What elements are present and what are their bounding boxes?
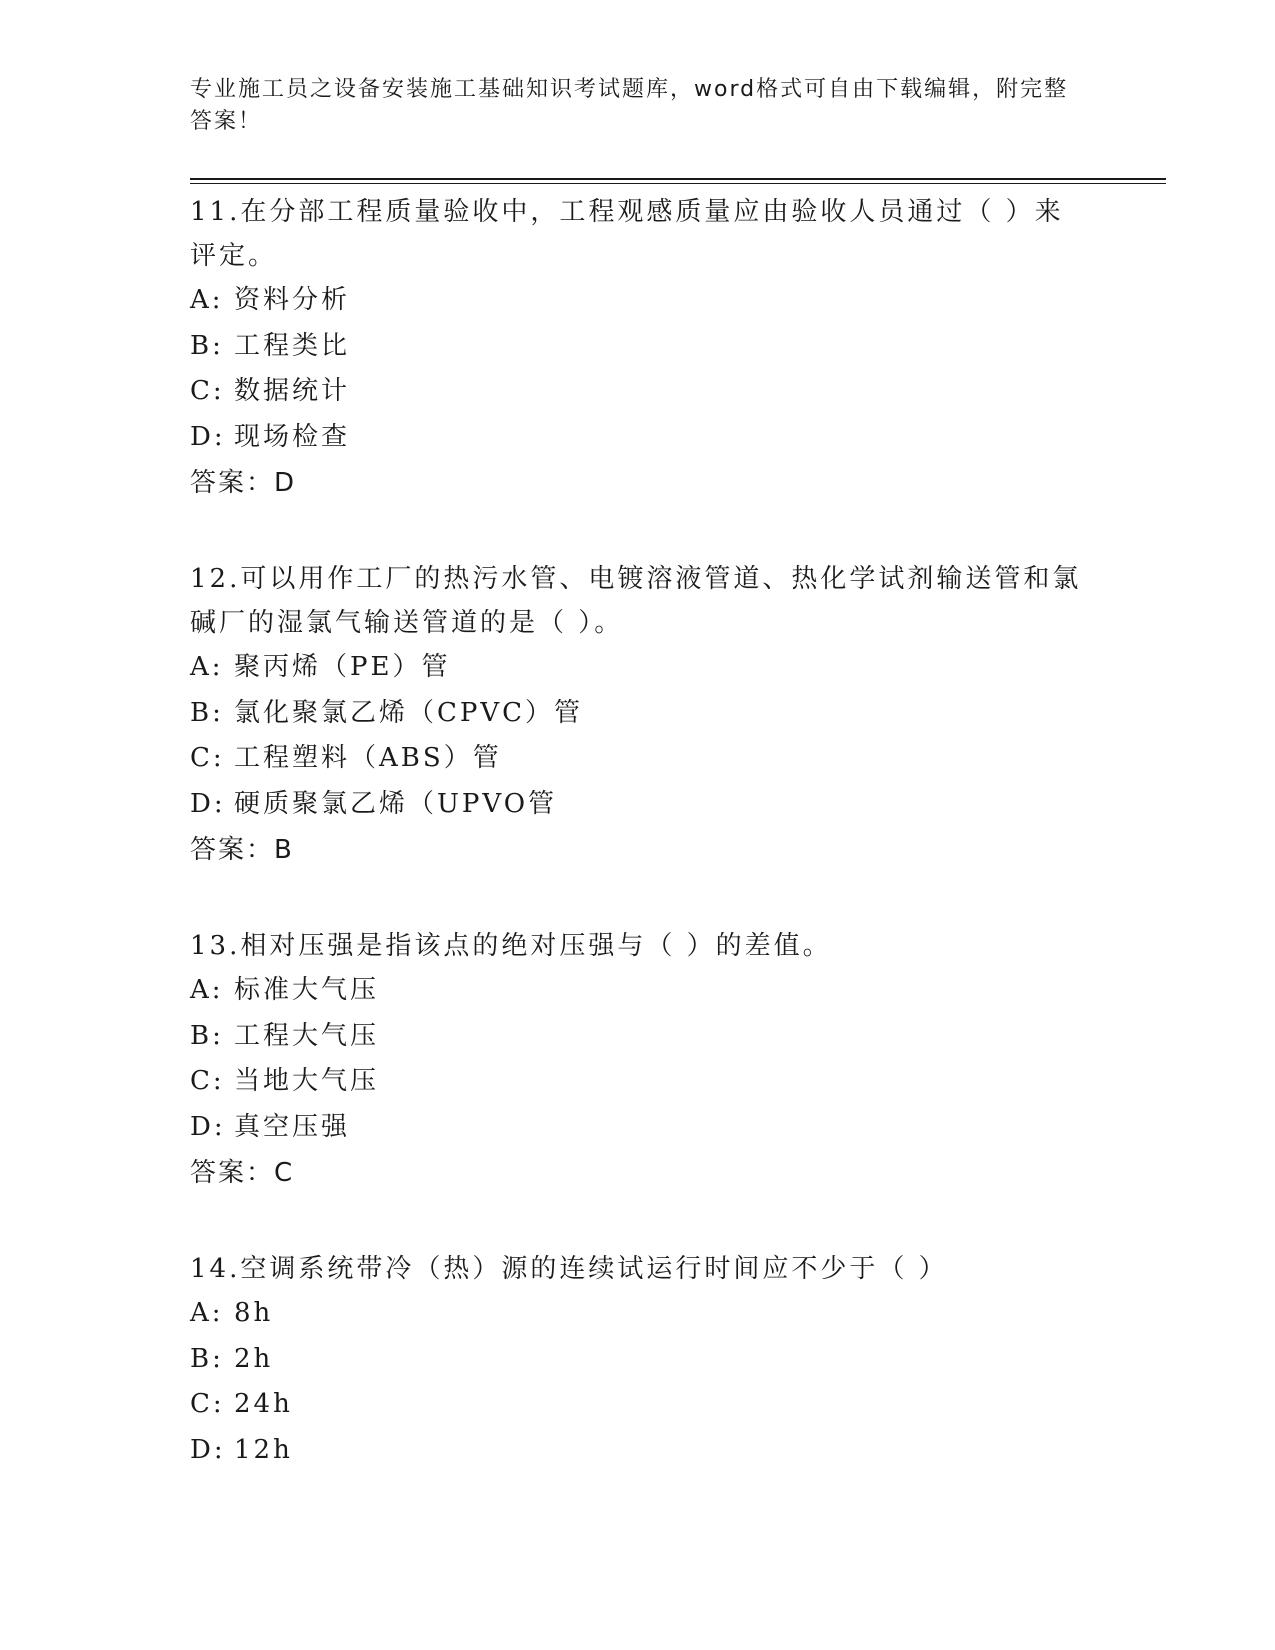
option-text: 24h xyxy=(234,1389,293,1419)
option-letter: C: xyxy=(190,743,225,773)
option-text: 工程塑料（ABS）管 xyxy=(234,743,502,773)
option-c xyxy=(190,736,1090,782)
option-text: 数据统计 xyxy=(234,376,351,406)
option-b xyxy=(190,691,1090,737)
option-a xyxy=(190,645,1090,691)
option-c xyxy=(190,1382,1090,1428)
option-letter: D: xyxy=(190,1111,226,1142)
question-stem: 13.相对压强是指该点的绝对压强与（ ）的差值。 xyxy=(190,931,832,961)
header-intro: 专业施工员之设备安装施工基础知识考试题库，word格式可自由下载编辑，附完整答案！ xyxy=(190,77,1069,134)
option-text: 标准大气压 xyxy=(234,975,380,1005)
option-text: 2h xyxy=(234,1343,274,1374)
option-b xyxy=(190,324,1090,370)
option-letter: A: xyxy=(190,1298,224,1328)
option-b xyxy=(190,1337,1090,1383)
option-c xyxy=(190,369,1090,415)
option-b xyxy=(190,1014,1090,1060)
answer-line: 答案：D xyxy=(190,468,297,498)
option-letter: A: xyxy=(190,975,224,1005)
option-d xyxy=(190,1428,1090,1474)
option-d xyxy=(190,782,1090,828)
option-text: 当地大气压 xyxy=(234,1066,380,1096)
option-letter: B: xyxy=(190,697,224,728)
option-letter: C: xyxy=(190,1389,225,1419)
question-12 xyxy=(190,557,1090,873)
question-stem: 12.可以用作工厂的热污水管、电镀溶液管道、热化学试剂输送管和氯碱厂的湿氯气输送管道的是（ ）。 xyxy=(190,564,1082,638)
option-letter: D: xyxy=(190,788,226,819)
option-d xyxy=(190,415,1090,461)
option-text: 12h xyxy=(234,1434,293,1465)
option-letter: B: xyxy=(190,330,224,361)
option-text: 资料分析 xyxy=(234,285,351,315)
option-letter: C: xyxy=(190,376,225,406)
question-14 xyxy=(190,1247,1090,1473)
option-text: 8h xyxy=(234,1298,274,1328)
option-letter: B: xyxy=(190,1020,224,1051)
option-a xyxy=(190,278,1090,324)
option-text: 聚丙烯（PE）管 xyxy=(234,652,451,682)
option-letter: D: xyxy=(190,1434,226,1465)
option-letter: C: xyxy=(190,1066,225,1096)
option-c xyxy=(190,1059,1090,1105)
option-letter: A: xyxy=(190,652,224,682)
option-letter: B: xyxy=(190,1343,224,1374)
option-a xyxy=(190,968,1090,1014)
question-11 xyxy=(190,190,1090,506)
option-letter: D: xyxy=(190,421,226,452)
header-divider-thick xyxy=(190,178,1166,180)
option-text: 工程类比 xyxy=(234,330,351,361)
option-text: 真空压强 xyxy=(234,1111,351,1142)
question-13 xyxy=(190,924,1090,1196)
question-stem: 14.空调系统带冷（热）源的连续试运行时间应不少于（ ） xyxy=(190,1254,948,1284)
option-text: 工程大气压 xyxy=(234,1020,380,1051)
option-d xyxy=(190,1105,1090,1151)
answer-line: 答案：C xyxy=(190,1158,295,1188)
option-a xyxy=(190,1291,1090,1337)
header-divider-thin xyxy=(190,183,1166,184)
option-letter: A: xyxy=(190,285,224,315)
answer-line: 答案：B xyxy=(190,835,294,865)
option-text: 现场检查 xyxy=(234,421,351,452)
question-stem: 11.在分部工程质量验收中，工程观感质量应由验收人员通过（ ）来评定。 xyxy=(190,197,1064,271)
option-text: 硬质聚氯乙烯（UPVO管 xyxy=(234,788,558,819)
option-text: 氯化聚氯乙烯（CPVC）管 xyxy=(234,697,584,728)
